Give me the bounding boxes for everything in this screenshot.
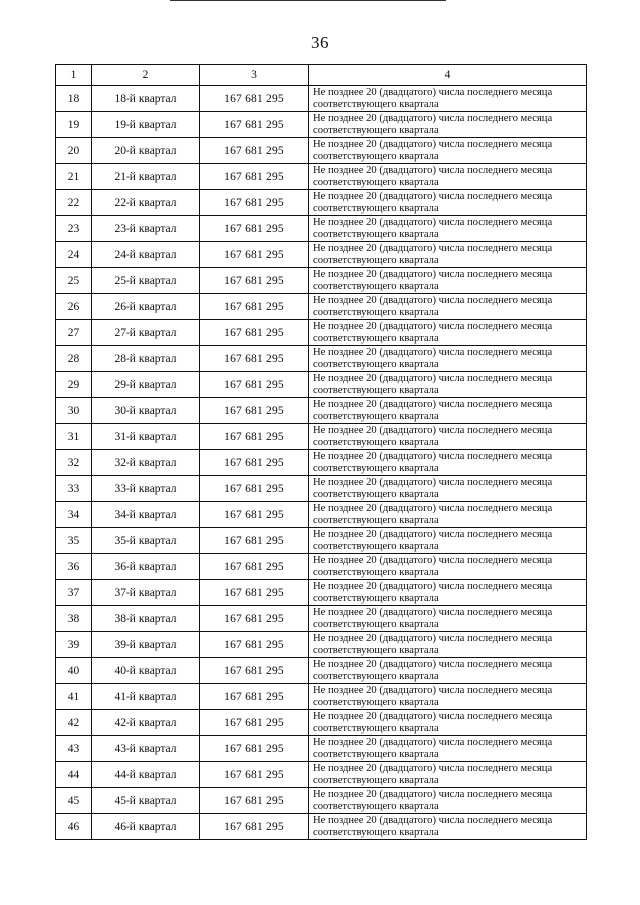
- deadline-cell: [309, 86, 587, 112]
- period-cell: 23-й квартал: [92, 216, 200, 242]
- column-header-3: 3: [200, 65, 309, 86]
- period-cell: 45-й квартал: [92, 788, 200, 814]
- deadline-text-line-2: соответствующего квартала: [313, 150, 439, 162]
- deadline-cell: [309, 632, 587, 658]
- table-row: [56, 684, 587, 710]
- period-cell: 46-й квартал: [92, 814, 200, 840]
- row-number-cell: 37: [56, 580, 92, 606]
- deadline-text-line-2: соответствующего квартала: [313, 644, 439, 656]
- deadline-text-line-2: соответствующего квартала: [313, 410, 439, 422]
- period-cell: 38-й квартал: [92, 606, 200, 632]
- amount-cell: 167 681 295: [200, 216, 309, 242]
- deadline-cell: [309, 398, 587, 424]
- deadline-text-line-1: Не позднее 20 (двадцатого) числа последнего месяца: [313, 347, 553, 358]
- table-row: [56, 788, 587, 814]
- deadline-text-line-2: соответствующего квартала: [313, 540, 439, 552]
- row-number-cell: 45: [56, 788, 92, 814]
- period-cell: 20-й квартал: [92, 138, 200, 164]
- deadline-cell: [309, 502, 587, 528]
- column-header-1: 1: [56, 65, 92, 86]
- deadline-cell: [309, 580, 587, 606]
- amount-cell: 167 681 295: [200, 632, 309, 658]
- row-number-cell: 44: [56, 762, 92, 788]
- table-row: [56, 86, 587, 112]
- top-rule: [170, 0, 446, 1]
- row-number-cell: 22: [56, 190, 92, 216]
- deadline-text-line-1: Не позднее 20 (двадцатого) числа последнего месяца: [313, 243, 553, 254]
- row-number-cell: 41: [56, 684, 92, 710]
- amount-cell: 167 681 295: [200, 346, 309, 372]
- row-number-cell: 19: [56, 112, 92, 138]
- deadline-text-line-2: соответствующего квартала: [313, 488, 439, 500]
- amount-cell: 167 681 295: [200, 814, 309, 840]
- deadline-text-line-2: соответствующего квартала: [313, 592, 439, 604]
- deadline-cell: [309, 268, 587, 294]
- deadline-text-line-2: соответствующего квартала: [313, 202, 439, 214]
- period-cell: 24-й квартал: [92, 242, 200, 268]
- amount-cell: 167 681 295: [200, 580, 309, 606]
- amount-cell: 167 681 295: [200, 164, 309, 190]
- deadline-text-line-1: Не позднее 20 (двадцатого) числа последнего месяца: [313, 321, 553, 332]
- row-number-cell: 27: [56, 320, 92, 346]
- period-cell: 22-й квартал: [92, 190, 200, 216]
- deadline-text-line-1: Не позднее 20 (двадцатого) числа последнего месяца: [313, 191, 553, 202]
- deadline-cell: [309, 762, 587, 788]
- deadline-text-line-1: Не позднее 20 (двадцатого) числа последнего месяца: [313, 113, 553, 124]
- deadline-text-line-1: Не позднее 20 (двадцатого) числа последнего месяца: [313, 165, 553, 176]
- deadline-cell: [309, 554, 587, 580]
- deadline-text-line-1: Не позднее 20 (двадцатого) числа последнего месяца: [313, 685, 553, 696]
- deadline-text-line-2: соответствующего квартала: [313, 358, 439, 370]
- deadline-text-line-1: Не позднее 20 (двадцатого) числа последнего месяца: [313, 269, 553, 280]
- table-row: [56, 554, 587, 580]
- amount-cell: 167 681 295: [200, 554, 309, 580]
- deadline-text-line-1: Не позднее 20 (двадцатого) числа последнего месяца: [313, 373, 553, 384]
- period-cell: 33-й квартал: [92, 476, 200, 502]
- period-cell: 25-й квартал: [92, 268, 200, 294]
- amount-cell: 167 681 295: [200, 736, 309, 762]
- table-row: [56, 502, 587, 528]
- period-cell: 36-й квартал: [92, 554, 200, 580]
- table-row: [56, 268, 587, 294]
- table-row: [56, 736, 587, 762]
- deadline-text-line-1: Не позднее 20 (двадцатого) числа последнего месяца: [313, 659, 553, 670]
- deadline-text-line-2: соответствующего квартала: [313, 280, 439, 292]
- deadline-cell: [309, 424, 587, 450]
- amount-cell: 167 681 295: [200, 658, 309, 684]
- row-number-cell: 32: [56, 450, 92, 476]
- amount-cell: 167 681 295: [200, 476, 309, 502]
- deadline-text-line-1: Не позднее 20 (двадцатого) числа последнего месяца: [313, 581, 553, 592]
- deadline-text-line-1: Не позднее 20 (двадцатого) числа последнего месяца: [313, 295, 553, 306]
- deadline-text-line-2: соответствующего квартала: [313, 124, 439, 136]
- amount-cell: 167 681 295: [200, 190, 309, 216]
- table-header-row: [56, 65, 587, 86]
- deadline-cell: [309, 346, 587, 372]
- deadline-text-line-2: соответствующего квартала: [313, 228, 439, 240]
- table-row: [56, 398, 587, 424]
- deadline-cell: [309, 164, 587, 190]
- table-row: [56, 814, 587, 840]
- table-row: [56, 476, 587, 502]
- amount-cell: 167 681 295: [200, 398, 309, 424]
- row-number-cell: 35: [56, 528, 92, 554]
- deadline-text-line-2: соответствующего квартала: [313, 826, 439, 838]
- amount-cell: 167 681 295: [200, 710, 309, 736]
- table-row: [56, 372, 587, 398]
- period-cell: 27-й квартал: [92, 320, 200, 346]
- row-number-cell: 30: [56, 398, 92, 424]
- table-row: [56, 216, 587, 242]
- deadline-text-line-2: соответствующего квартала: [313, 514, 439, 526]
- period-cell: 29-й квартал: [92, 372, 200, 398]
- table-row: [56, 710, 587, 736]
- deadline-cell: [309, 112, 587, 138]
- amount-cell: 167 681 295: [200, 606, 309, 632]
- column-header-4: 4: [309, 65, 587, 86]
- row-number-cell: 46: [56, 814, 92, 840]
- amount-cell: 167 681 295: [200, 424, 309, 450]
- amount-cell: 167 681 295: [200, 242, 309, 268]
- deadline-cell: [309, 788, 587, 814]
- deadline-text-line-1: Не позднее 20 (двадцатого) числа последнего месяца: [313, 711, 553, 722]
- deadline-cell: [309, 242, 587, 268]
- table-row: [56, 606, 587, 632]
- amount-cell: 167 681 295: [200, 788, 309, 814]
- table-row: [56, 190, 587, 216]
- row-number-cell: 33: [56, 476, 92, 502]
- table-row: [56, 242, 587, 268]
- row-number-cell: 18: [56, 86, 92, 112]
- period-cell: 18-й квартал: [92, 86, 200, 112]
- row-number-cell: 38: [56, 606, 92, 632]
- table-row: [56, 658, 587, 684]
- amount-cell: 167 681 295: [200, 86, 309, 112]
- table-row: [56, 138, 587, 164]
- table-row: [56, 632, 587, 658]
- deadline-text-line-1: Не позднее 20 (двадцатого) числа последнего месяца: [313, 737, 553, 748]
- row-number-cell: 34: [56, 502, 92, 528]
- deadline-text-line-1: Не позднее 20 (двадцатого) числа последнего месяца: [313, 633, 553, 644]
- deadline-text-line-1: Не позднее 20 (двадцатого) числа последнего месяца: [313, 399, 553, 410]
- period-cell: 43-й квартал: [92, 736, 200, 762]
- deadline-cell: [309, 684, 587, 710]
- deadline-text-line-1: Не позднее 20 (двадцатого) числа последнего месяца: [313, 607, 553, 618]
- deadline-cell: [309, 476, 587, 502]
- deadline-cell: [309, 320, 587, 346]
- deadline-cell: [309, 606, 587, 632]
- deadline-text-line-1: Не позднее 20 (двадцатого) числа последнего месяца: [313, 425, 553, 436]
- deadline-cell: [309, 138, 587, 164]
- deadline-text-line-1: Не позднее 20 (двадцатого) числа последнего месяца: [313, 217, 553, 228]
- deadline-text-line-1: Не позднее 20 (двадцатого) числа последнего месяца: [313, 139, 553, 150]
- period-cell: 34-й квартал: [92, 502, 200, 528]
- table-row: [56, 424, 587, 450]
- deadline-text-line-2: соответствующего квартала: [313, 696, 439, 708]
- amount-cell: 167 681 295: [200, 138, 309, 164]
- period-cell: 37-й квартал: [92, 580, 200, 606]
- deadline-text-line-1: Не позднее 20 (двадцатого) числа последнего месяца: [313, 789, 553, 800]
- row-number-cell: 25: [56, 268, 92, 294]
- deadline-cell: [309, 294, 587, 320]
- deadline-text-line-2: соответствующего квартала: [313, 748, 439, 760]
- row-number-cell: 31: [56, 424, 92, 450]
- period-cell: 42-й квартал: [92, 710, 200, 736]
- deadline-text-line-2: соответствующего квартала: [313, 306, 439, 318]
- period-cell: 21-й квартал: [92, 164, 200, 190]
- deadline-text-line-1: Не позднее 20 (двадцатого) числа последнего месяца: [313, 477, 553, 488]
- period-cell: 28-й квартал: [92, 346, 200, 372]
- period-cell: 19-й квартал: [92, 112, 200, 138]
- amount-cell: 167 681 295: [200, 528, 309, 554]
- column-header-2: 2: [92, 65, 200, 86]
- deadline-text-line-2: соответствующего квартала: [313, 254, 439, 266]
- row-number-cell: 43: [56, 736, 92, 762]
- deadline-text-line-2: соответствующего квартала: [313, 98, 439, 110]
- amount-cell: 167 681 295: [200, 320, 309, 346]
- table-row: [56, 346, 587, 372]
- deadline-text-line-1: Не позднее 20 (двадцатого) числа последнего месяца: [313, 503, 553, 514]
- row-number-cell: 24: [56, 242, 92, 268]
- deadline-text-line-2: соответствующего квартала: [313, 436, 439, 448]
- period-cell: 30-й квартал: [92, 398, 200, 424]
- deadline-text-line-2: соответствующего квартала: [313, 384, 439, 396]
- deadline-text-line-1: Не позднее 20 (двадцатого) числа последнего месяца: [313, 815, 553, 826]
- period-cell: 35-й квартал: [92, 528, 200, 554]
- deadline-text-line-1: Не позднее 20 (двадцатого) числа последнего месяца: [313, 87, 553, 98]
- table-row: [56, 580, 587, 606]
- table-row: [56, 164, 587, 190]
- deadline-text-line-1: Не позднее 20 (двадцатого) числа последнего месяца: [313, 529, 553, 540]
- period-cell: 31-й квартал: [92, 424, 200, 450]
- amount-cell: 167 681 295: [200, 372, 309, 398]
- page-number: 36: [311, 33, 329, 52]
- period-cell: 32-й квартал: [92, 450, 200, 476]
- row-number-cell: 42: [56, 710, 92, 736]
- period-cell: 40-й квартал: [92, 658, 200, 684]
- row-number-cell: 36: [56, 554, 92, 580]
- row-number-cell: 39: [56, 632, 92, 658]
- period-cell: 41-й квартал: [92, 684, 200, 710]
- deadline-text-line-2: соответствующего квартала: [313, 670, 439, 682]
- deadline-text-line-2: соответствующего квартала: [313, 618, 439, 630]
- table-row: [56, 320, 587, 346]
- deadline-text-line-2: соответствующего квартала: [313, 176, 439, 188]
- row-number-cell: 26: [56, 294, 92, 320]
- deadline-cell: [309, 190, 587, 216]
- table-body: [56, 86, 587, 840]
- deadline-cell: [309, 710, 587, 736]
- deadline-cell: [309, 814, 587, 840]
- amount-cell: 167 681 295: [200, 502, 309, 528]
- deadline-cell: [309, 736, 587, 762]
- period-cell: 39-й квартал: [92, 632, 200, 658]
- amount-cell: 167 681 295: [200, 762, 309, 788]
- deadline-text-line-2: соответствующего квартала: [313, 800, 439, 812]
- table-row: [56, 294, 587, 320]
- deadline-text-line-1: Не позднее 20 (двадцатого) числа последнего месяца: [313, 555, 553, 566]
- deadline-cell: [309, 216, 587, 242]
- deadline-cell: [309, 372, 587, 398]
- row-number-cell: 23: [56, 216, 92, 242]
- deadline-cell: [309, 528, 587, 554]
- period-cell: 26-й квартал: [92, 294, 200, 320]
- payment-schedule-table: [55, 64, 587, 840]
- row-number-cell: 40: [56, 658, 92, 684]
- deadline-text-line-2: соответствующего квартала: [313, 774, 439, 786]
- amount-cell: 167 681 295: [200, 294, 309, 320]
- row-number-cell: 28: [56, 346, 92, 372]
- period-cell: 44-й квартал: [92, 762, 200, 788]
- amount-cell: 167 681 295: [200, 450, 309, 476]
- deadline-text-line-2: соответствующего квартала: [313, 566, 439, 578]
- deadline-cell: [309, 658, 587, 684]
- amount-cell: 167 681 295: [200, 684, 309, 710]
- table-row: [56, 450, 587, 476]
- row-number-cell: 21: [56, 164, 92, 190]
- deadline-cell: [309, 450, 587, 476]
- table-row: [56, 762, 587, 788]
- table-row: [56, 528, 587, 554]
- amount-cell: 167 681 295: [200, 268, 309, 294]
- row-number-cell: 29: [56, 372, 92, 398]
- table-row: [56, 112, 587, 138]
- deadline-text-line-2: соответствующего квартала: [313, 722, 439, 734]
- deadline-text-line-1: Не позднее 20 (двадцатого) числа последнего месяца: [313, 763, 553, 774]
- row-number-cell: 20: [56, 138, 92, 164]
- amount-cell: 167 681 295: [200, 112, 309, 138]
- deadline-text-line-2: соответствующего квартала: [313, 332, 439, 344]
- deadline-text-line-2: соответствующего квартала: [313, 462, 439, 474]
- deadline-text-line-1: Не позднее 20 (двадцатого) числа последнего месяца: [313, 451, 553, 462]
